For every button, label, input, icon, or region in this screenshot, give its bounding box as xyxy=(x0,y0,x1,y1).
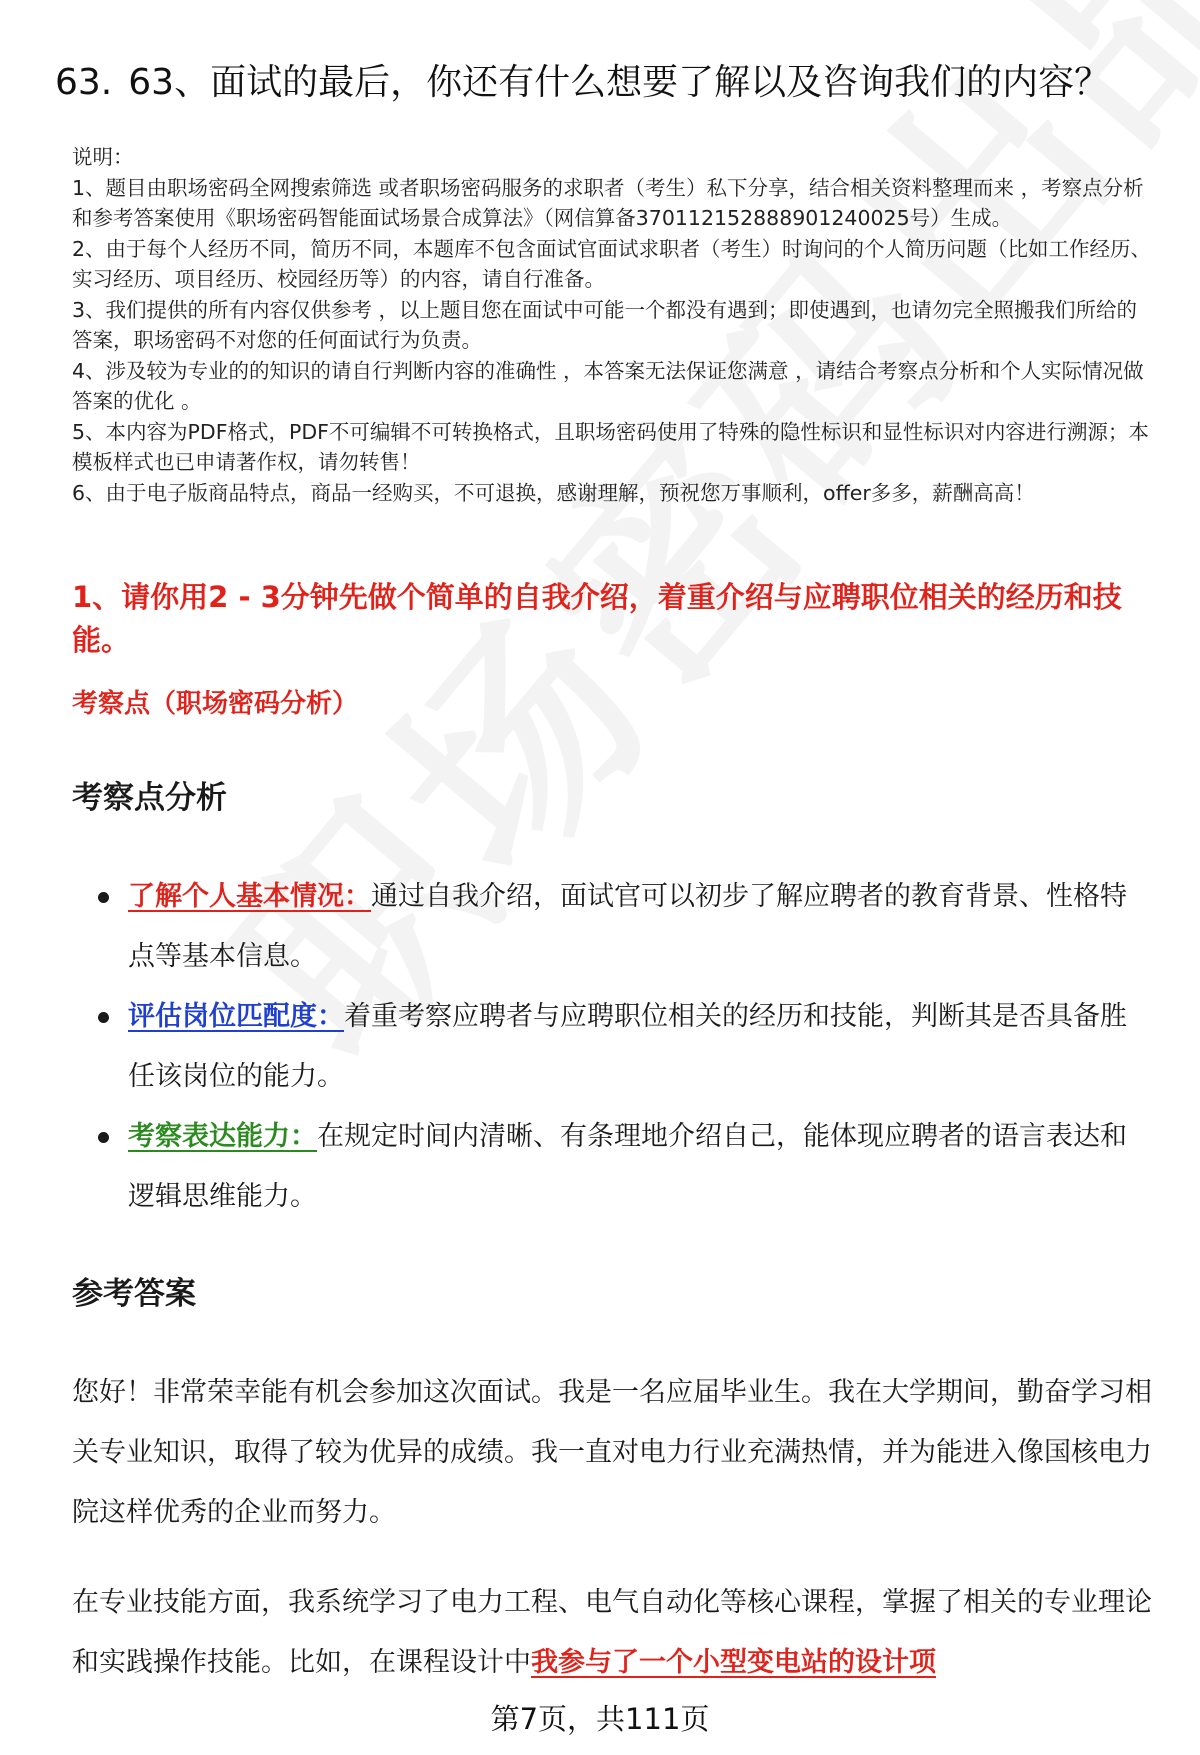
question-title xyxy=(55,58,1155,108)
question-1-heading: 1、请你用2 - 3分钟先做个简单的自我介绍，着重介绍与应聘职位相关的经历和技能。 xyxy=(72,580,1122,657)
note-item: 5、本内容为PDF格式，PDF不可编辑不可转换格式，且职场密码使用了特殊的隐性标识和显性标识对内容进行溯源；本模板样式也已申请著作权，请勿转售！ xyxy=(72,419,1149,474)
page-footer: 第7页，共111页 xyxy=(490,1702,710,1736)
note-item: 6、由于电子版商品特点，商品一经购买，不可退换，感谢理解，预祝您万事顺利，offer多多，薪酬高高！ xyxy=(72,480,1035,505)
answer-title: 参考答案 xyxy=(72,1276,196,1312)
point-label: 评估岗位匹配度： xyxy=(128,1001,344,1032)
question-text: 63、面试的最后，你还有什么想要了解以及咨询我们的内容？ xyxy=(128,62,1111,103)
bullet-icon xyxy=(98,892,109,903)
note-item: 4、涉及较为专业的的知识的请自行判断内容的准确性 ，本答案无法保证您满意 ，请结合考察点分析和个人实际情况做答案的优化 。 xyxy=(72,358,1144,413)
list-item xyxy=(72,1107,1152,1227)
analysis-title: 考察点分析 xyxy=(72,780,227,816)
note-item: 1、题目由职场密码全网搜索筛选 或者职场密码服务的求职者（考生）私下分享，结合相关资料整理而来 ，考察点分析和参考答案使用《职场密码智能面试场景合成算法》（网信算备370112152888901240025号）生成。 xyxy=(72,175,1144,230)
point-label: 考察表达能力： xyxy=(128,1121,317,1152)
note-item: 2、由于每个人经历不同，简历不同，本题库不包含面试官面试求职者（考生）时询问的个人简历问题（比如工作经历、实习经历、项目经历、校园经历等）的内容，请自行准备。 xyxy=(72,236,1152,291)
list-item xyxy=(72,867,1152,987)
focus-label: 考察点（职场密码分析） xyxy=(72,689,359,719)
question-number: 63. xyxy=(55,62,113,103)
notes-label: 说明： xyxy=(72,145,134,169)
answer-paragraph-2 xyxy=(72,1573,1152,1693)
answer-paragraph-1: 您好！非常荣幸能有机会参加这次面试。我是一名应届毕业生。我在大学期间，勤奋学习相关专业知识，取得了较为优异的成绩。我一直对电力行业充满热情，并为能进入像国核电力院这样优秀的企业而努力。 xyxy=(72,1377,1152,1528)
analysis-list xyxy=(72,867,1152,1227)
point-text: 在规定时间内清晰、有条理地介绍自己，能体现应聘者的语言表达和逻辑思维能力。 xyxy=(128,1121,1127,1212)
point-text: 通过自我介绍，面试官可以初步了解应聘者的教育背景、性格特点等基本信息。 xyxy=(128,881,1127,972)
note-item: 3、我们提供的所有内容仅供参考 ，以上题目您在面试中可能一个都没有遇到；即使遇到，也请勿完全照搬我们所给的答案，职场密码不对您的任何面试行为负责。 xyxy=(72,297,1138,352)
point-label: 了解个人基本情况： xyxy=(128,881,371,912)
list-item xyxy=(72,987,1152,1107)
notes-block xyxy=(72,142,1152,508)
answer-paragraph-2-text: 在专业技能方面，我系统学习了电力工程、电气自动化等核心课程，掌握了相关的专业理论和实践操作技能。比如，在课程设计中 xyxy=(72,1587,1152,1678)
bullet-icon xyxy=(98,1132,109,1143)
bullet-icon xyxy=(98,1012,109,1023)
answer-highlight: 我参与了一个小型变电站的设计项 xyxy=(531,1647,936,1678)
point-text: 着重考察应聘者与应聘职位相关的经历和技能，判断其是否具备胜任该岗位的能力。 xyxy=(128,1001,1127,1092)
